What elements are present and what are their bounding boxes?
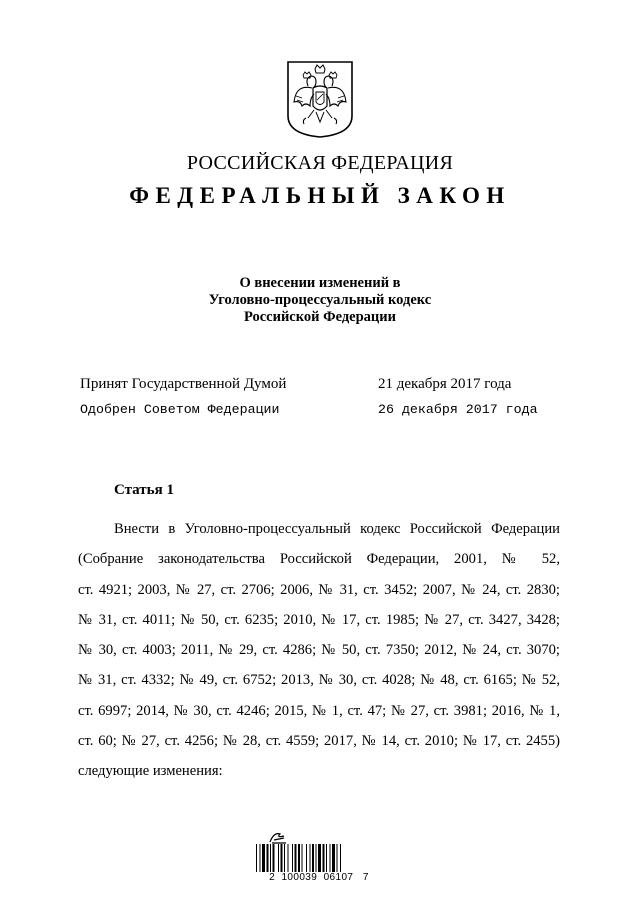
article-line: (Собрание законодательства Российской Федерации, 2001, № 52, bbox=[78, 551, 560, 568]
law-title-line: Уголовно-процессуальный кодекс bbox=[208, 292, 432, 308]
law-title-line: Российской Федерации bbox=[243, 309, 396, 325]
article-line: № 31, ст. 4011; № 50, ст. 6235; 2010, № 17, ст. 1985; № 27, ст. 3427, 3428; bbox=[78, 611, 560, 628]
duma-label: Принят Государственной Думой bbox=[80, 376, 287, 392]
article-line: ст. 6997; 2014, № 30, ст. 4246; 2015, № 1, ст. 47; № 27, ст. 3981; 2016, № 1, bbox=[78, 702, 560, 719]
barcode-bars bbox=[256, 844, 382, 872]
law-title-line: О внесении изменений в bbox=[239, 275, 401, 291]
barcode-number: 2 100039 06107 7 bbox=[269, 872, 369, 883]
country-name: РОССИЙСКАЯ ФЕДЕРАЦИЯ bbox=[186, 152, 454, 174]
council-approval-row bbox=[80, 402, 560, 426]
duma-adoption-row bbox=[80, 376, 560, 400]
barcode bbox=[254, 828, 384, 888]
council-label: Одобрен Советом Федерации bbox=[80, 402, 280, 417]
article-line: № 31, ст. 4332; № 49, ст. 6752; 2013, № 30, ст. 4028; № 48, ст. 6165; № 52, bbox=[78, 672, 560, 689]
article-line: № 30, ст. 4003; 2011, № 29, ст. 4286; № 50, ст. 7350; 2012, № 24, ст. 3070; bbox=[78, 642, 560, 659]
article-heading: Статья 1 bbox=[114, 482, 174, 498]
article-body bbox=[78, 514, 560, 787]
barcode-mark-icon bbox=[268, 828, 288, 844]
article-line: Внести в Уголовно-процессуальный кодекс Российской Федерации bbox=[114, 521, 560, 537]
article-line: ст. 60; № 27, ст. 4256; № 28, ст. 4559; 2017, № 14, ст. 2010; № 17, ст. 2455) bbox=[78, 733, 560, 750]
article-line: следующие изменения: bbox=[78, 763, 223, 780]
duma-date: 21 декабря 2017 года bbox=[378, 376, 512, 392]
adoption-block bbox=[80, 376, 560, 424]
coat-of-arms-icon bbox=[286, 60, 354, 138]
document-type: ФЕДЕРАЛЬНЫЙ ЗАКОН bbox=[129, 183, 511, 208]
article-line: ст. 4921; 2003, № 27, ст. 2706; 2006, № 31, ст. 3452; 2007, № 24, ст. 2830; bbox=[78, 581, 560, 598]
council-date: 26 декабря 2017 года bbox=[378, 402, 538, 417]
law-title bbox=[0, 275, 640, 326]
